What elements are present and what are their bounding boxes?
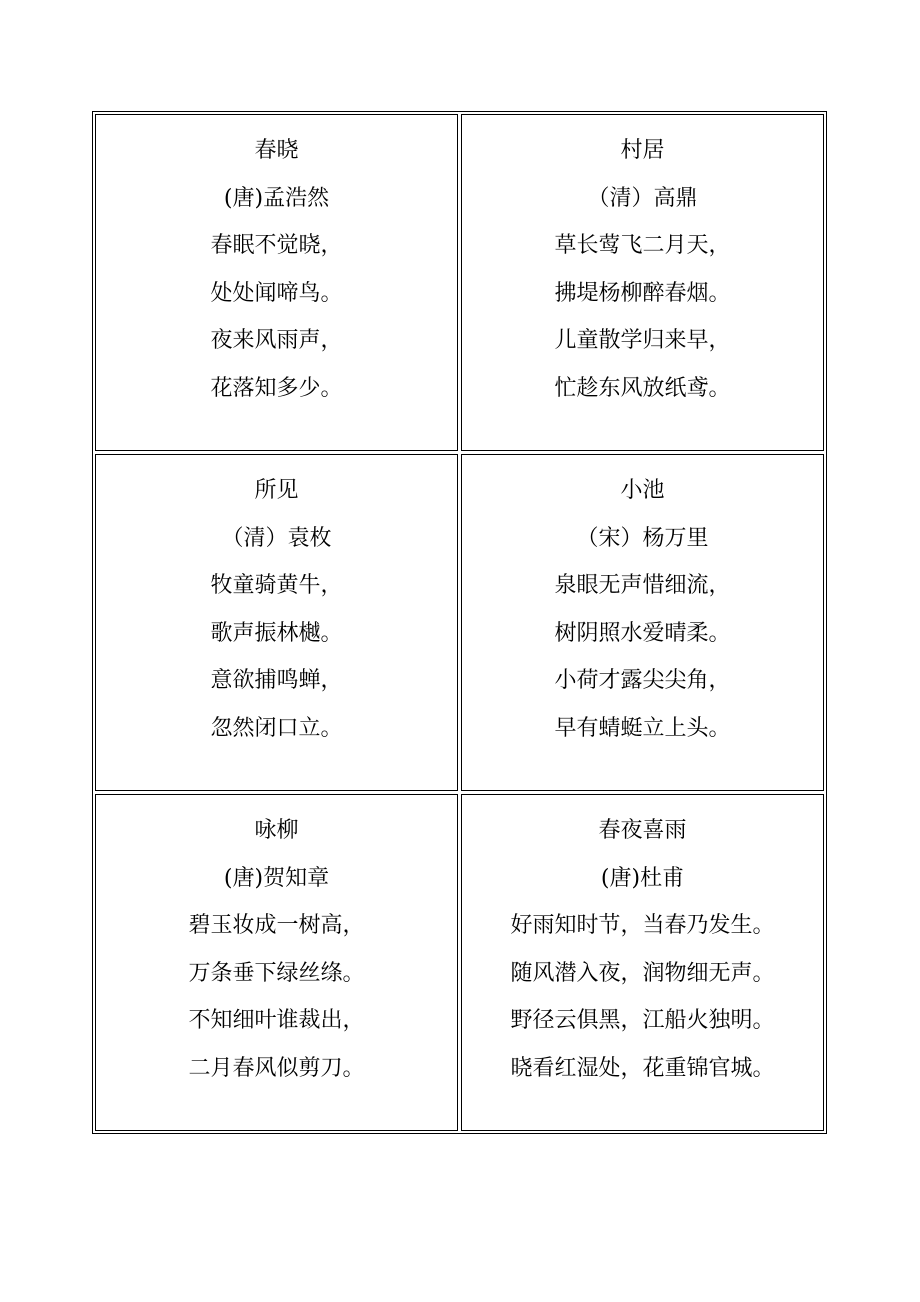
- poem-line: 忙趁东风放纸鸢。: [554, 375, 731, 401]
- poem-line: 晓看红湿处，花重锦官城。: [510, 1055, 775, 1081]
- poem-line: 草长莺飞二月天，: [554, 233, 731, 258]
- poem-title: 所见: [254, 478, 299, 503]
- poem-table: [92, 111, 827, 1134]
- poem-cell-suojian: [95, 454, 458, 791]
- poem-line: 忽然闭口立。: [210, 715, 343, 741]
- poem-line: 树阴照水爱晴柔。: [554, 620, 731, 646]
- poem-cell-chunyexiyu: [461, 794, 824, 1131]
- poem-title: 咏柳: [254, 818, 299, 843]
- poem-line: 小荷才露尖尖角，: [554, 668, 731, 693]
- poem-line: 意欲捕鸣蝉，: [210, 668, 343, 693]
- poem-line: 好雨知时节，当春乃发生。: [510, 913, 775, 938]
- poem-line: 万条垂下绿丝绦。: [188, 960, 365, 986]
- poem-line: 夜来风雨声，: [210, 328, 343, 353]
- poem-line: 歌声振林樾。: [210, 620, 343, 646]
- poem-line: 二月春风似剪刀。: [188, 1055, 365, 1081]
- poem-title: 春晓: [254, 138, 299, 163]
- poem-author: （清）高鼎: [587, 185, 698, 211]
- poem-cell-yongliu: [95, 794, 458, 1131]
- poem-line: 早有蜻蜓立上头。: [554, 715, 731, 741]
- poem-author: （宋）杨万里: [576, 525, 709, 551]
- poem-title: 春夜喜雨: [598, 818, 687, 843]
- poem-line: 牧童骑黄牛，: [210, 573, 343, 598]
- poem-line: 处处闻啼鸟。: [210, 280, 343, 306]
- poem-grid: [95, 114, 824, 1131]
- poem-line: 春眠不觉晓，: [210, 233, 343, 258]
- poem-author: (唐)杜甫: [600, 865, 685, 891]
- poem-line: 随风潜入夜，润物细无声。: [510, 960, 775, 986]
- poem-cell-cunju: [461, 114, 824, 451]
- poem-title: 村居: [620, 138, 665, 163]
- poem-cell-xiaochi: [461, 454, 824, 791]
- poem-title: 小池: [620, 478, 665, 503]
- poem-cell-chunxiao: [95, 114, 458, 451]
- poem-author: （清）袁枚: [221, 525, 332, 551]
- poem-line: 野径云俱黑，江船火独明。: [510, 1008, 775, 1033]
- poem-line: 拂堤杨柳醉春烟。: [554, 280, 731, 306]
- poem-line: 碧玉妆成一树高，: [188, 913, 365, 938]
- poem-line: 不知细叶谁裁出，: [188, 1008, 365, 1033]
- poem-author: (唐)贺知章: [223, 865, 330, 891]
- poem-line: 泉眼无声惜细流，: [554, 573, 731, 598]
- poem-line: 花落知多少。: [210, 375, 343, 401]
- poem-line: 儿童散学归来早，: [554, 328, 731, 353]
- poem-author: (唐)孟浩然: [223, 185, 330, 211]
